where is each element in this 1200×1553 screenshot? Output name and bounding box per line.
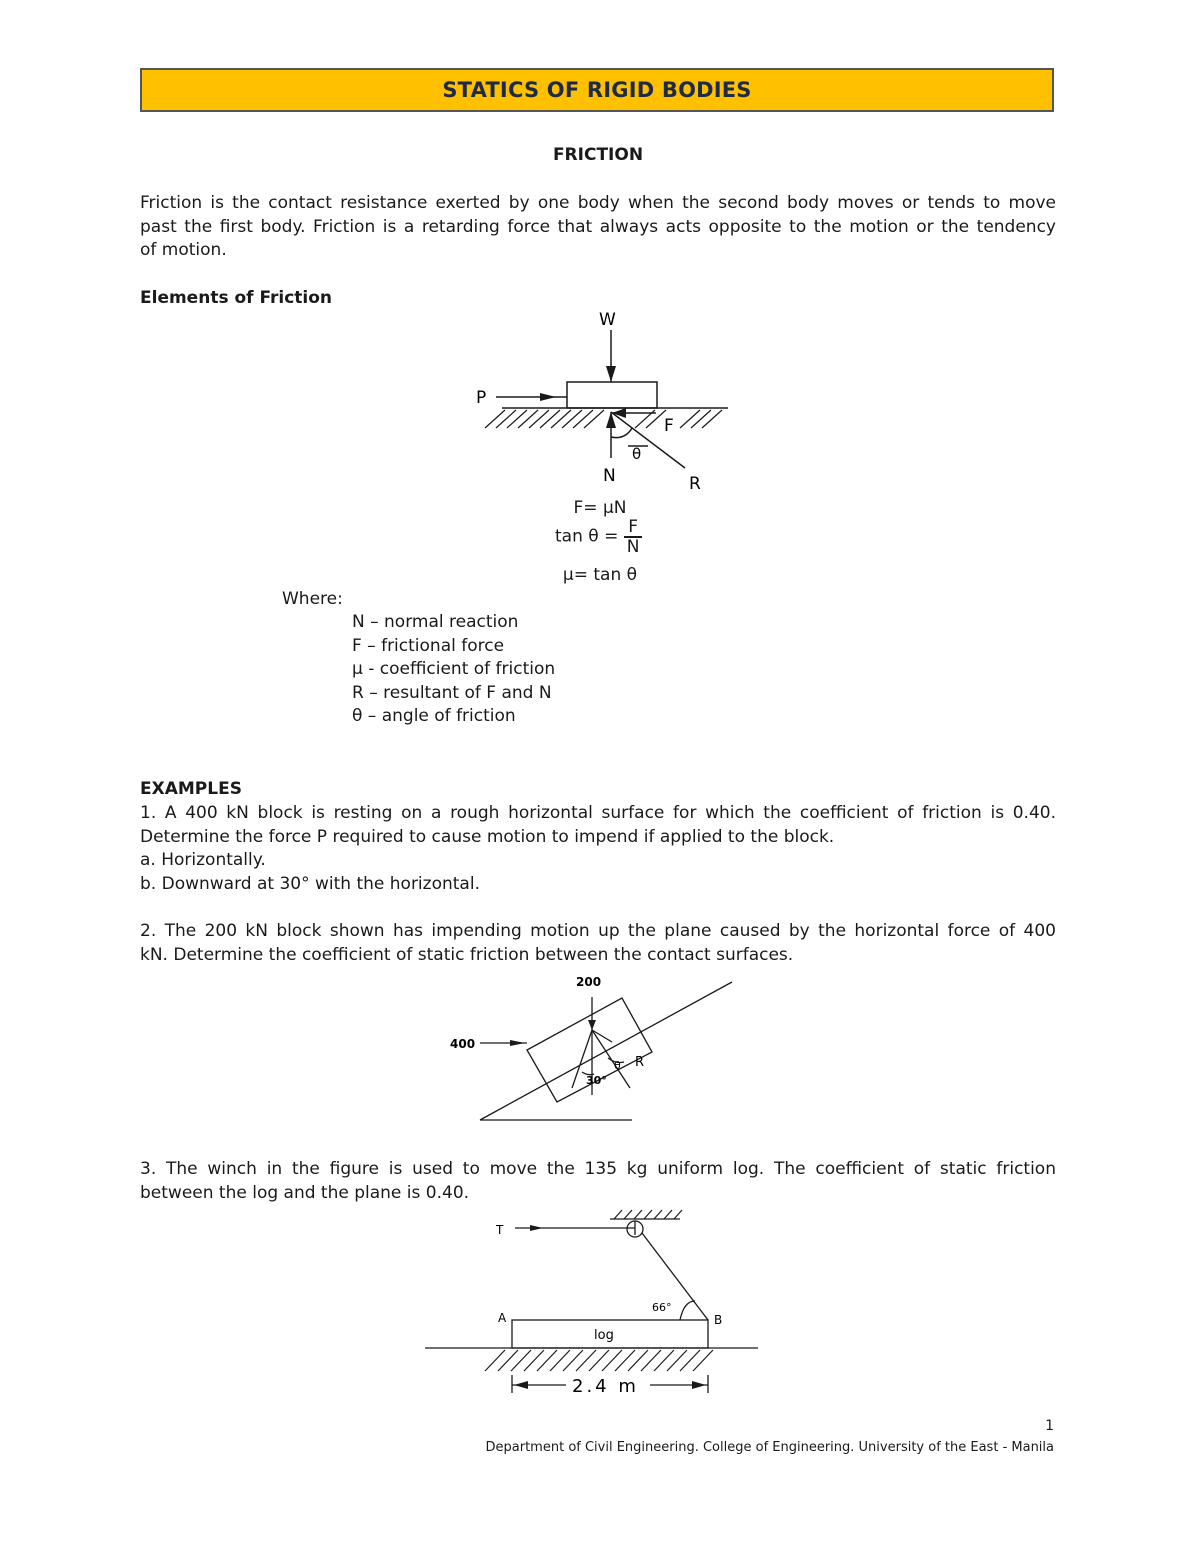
label-f: F xyxy=(664,416,674,436)
label-t: T xyxy=(496,1223,504,1237)
example-1-part-a: a. Horizontally. xyxy=(140,850,266,870)
where-item: R – resultant of F and N xyxy=(352,682,552,703)
label-66: 66° xyxy=(652,1301,672,1314)
example-1-line: Determine the force P required to cause motion to impend if applied to the block. xyxy=(140,826,835,847)
page-number: 1 xyxy=(1045,1418,1054,1434)
label-p: P xyxy=(476,388,487,408)
where-item: F – frictional force xyxy=(352,635,505,656)
example-2-line: kN. Determine the coefficient of static friction between the contact surfaces. xyxy=(140,944,794,965)
example-2 xyxy=(140,920,1056,967)
label-w: W xyxy=(599,310,616,330)
label-theta: θ xyxy=(614,1059,621,1072)
footer-department: Department of Civil Engineering. College of Engineering. University of the East - Manila xyxy=(485,1440,1054,1455)
force-200-arrowhead xyxy=(588,1020,596,1030)
label-r: R xyxy=(689,474,701,494)
example-3 xyxy=(140,1158,1056,1205)
ground-hatching xyxy=(485,410,722,428)
formula-tan-theta xyxy=(555,518,642,556)
tan-prefix: tan θ = xyxy=(555,526,619,547)
example-1-part-b: b. Downward at 30° with the horizontal. xyxy=(140,873,480,894)
where-label: Where: xyxy=(282,589,343,609)
support-hatching xyxy=(614,1210,682,1219)
label-a: A xyxy=(498,1311,507,1325)
example-3-line: 3. The winch in the figure is used to move the 135 kg uniform log. The coefficient of static friction xyxy=(140,1159,1056,1179)
w-arrowhead xyxy=(606,366,616,382)
resultant-line xyxy=(611,412,685,468)
label-400: 400 xyxy=(450,1037,476,1051)
label-r: R xyxy=(635,1055,645,1070)
example-2-line: 2. The 200 kN block shown has impending motion up the plane caused by the horizontal force of 400 xyxy=(140,921,1056,941)
fraction-denominator: N xyxy=(626,537,640,557)
angle-66-arc xyxy=(680,1301,695,1320)
label-30: 30° xyxy=(586,1074,607,1087)
theta-arc xyxy=(611,428,632,438)
label-n: N xyxy=(603,466,616,486)
f-arrowhead xyxy=(612,408,626,418)
where-item: N – normal reaction xyxy=(352,612,519,632)
formula-f-mu-n: F= μN xyxy=(573,498,627,518)
where-list xyxy=(352,611,555,729)
example-1-line: 1. A 400 kN block is resting on a rough horizontal surface for which the coefficient of friction is 0.40. xyxy=(140,803,1056,823)
formula-mu-tan: μ= tan θ xyxy=(562,565,638,585)
dim-arrowhead-left xyxy=(514,1381,528,1389)
winch-log-diagram xyxy=(420,1205,770,1400)
intro-line: of motion. xyxy=(140,240,227,260)
example-3-line: between the log and the plane is 0.40. xyxy=(140,1182,470,1203)
label-b: B xyxy=(714,1313,723,1327)
p-arrowhead xyxy=(540,393,556,401)
label-200: 200 xyxy=(576,975,602,989)
friction-elements-diagram xyxy=(460,300,760,500)
elements-heading: Elements of Friction xyxy=(140,288,333,308)
intro-line: past the first body. Friction is a retarding force that always acts opposite to the motion or the tendency xyxy=(140,216,1056,237)
where-item: θ – angle of friction xyxy=(352,706,516,726)
label-theta: θ xyxy=(632,445,642,463)
fraction xyxy=(624,518,643,556)
example-1 xyxy=(140,802,1056,896)
ground-hatching xyxy=(485,1350,713,1371)
force-400-arrowhead xyxy=(510,1040,525,1046)
document-title: STATICS OF RIGID BODIES xyxy=(442,78,752,102)
dim-arrowhead-right xyxy=(692,1381,706,1389)
where-item: μ - coefficient of friction xyxy=(352,659,556,679)
examples-heading: EXAMPLES xyxy=(140,779,242,799)
inclined-plane-diagram xyxy=(440,970,750,1130)
fraction-numerator: F xyxy=(624,518,643,538)
label-log: log xyxy=(594,1328,614,1343)
block xyxy=(567,382,657,408)
intro-line: Friction is the contact resistance exerted by one body when the second body moves or tends to move xyxy=(140,193,1056,213)
friction-arrow xyxy=(592,1030,612,1042)
section-title: FRICTION xyxy=(552,145,644,165)
t-arrowhead xyxy=(530,1225,543,1231)
header-banner xyxy=(140,68,1054,112)
label-length: 2.4 m xyxy=(572,1376,639,1397)
intro-paragraph xyxy=(140,192,1056,263)
